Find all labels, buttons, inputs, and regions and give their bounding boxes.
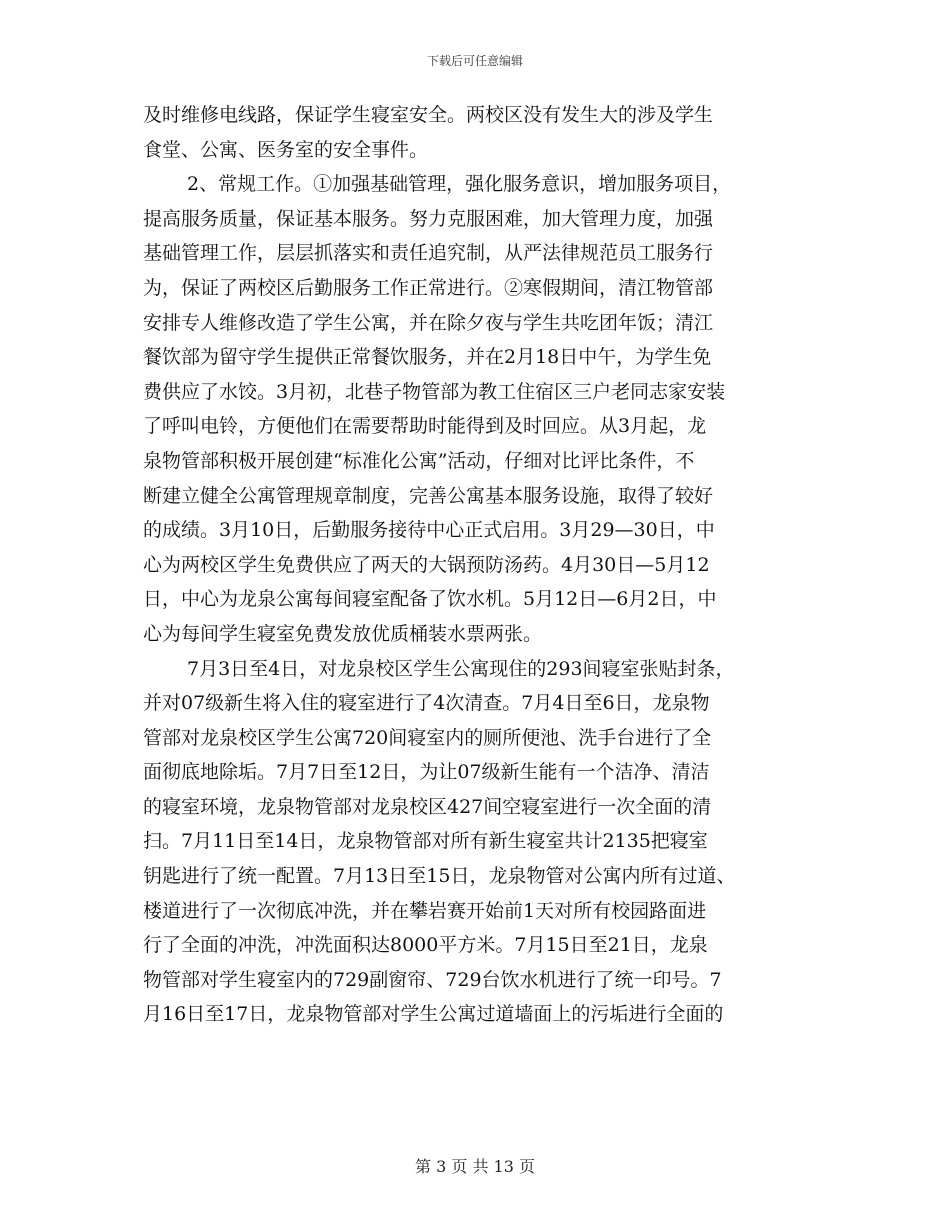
paragraph [143,652,813,1033]
text-line: 楼道进行了一次彻底冲洗，并在攀岩赛开始前1天对所有校园路面进 [143,899,707,922]
text-line: 了呼叫电铃，方便他们在需要帮助时能得到及时回应。从3月起，龙 [143,415,707,438]
text-line: 的成绩。3月10日，后勤服务接待中心正式启用。3月29—30日，中 [143,519,715,542]
text-line: 泉物管部积极开展创建“标准化公寓”活动，仔细对比评比条件，不 [143,449,695,472]
text-line: 2、常规工作。①加强基础管理，强化服务意识，增加服务项目， [187,173,732,196]
text-line: 提高服务质量，保证基本服务。努力克服困难，加大管理力度，加强 [143,207,714,230]
text-line: 日，中心为龙泉公寓每间寝室配备了饮水机。5月12日—6月2日，中 [143,588,717,611]
text-line: 行了全面的冲洗，冲洗面积达8000平方米。7月15日至21日，龙泉 [143,934,708,957]
text-line: 扫。7月11日至14日，龙泉物管部对所有新生寝室共计2135把寝室 [143,830,708,853]
text-line: 的寝室环境，龙泉物管部对龙泉校区427间空寝室进行一次全面的清 [143,795,712,818]
text-line: 断建立健全公寓管理规章制度，完善公寓基本服务设施，取得了较好 [143,484,714,507]
paragraph [143,167,813,651]
text-line: 及时维修电线路，保证学生寝室安全。两校区没有发生大的涉及学生 [143,104,714,126]
text-line: 7月3日至4日，对龙泉校区学生公寓现住的293间寝室张贴封条， [187,657,735,680]
text-line: 面彻底地除垢。7月7日至12日，为让07级新生能有一个洁净、清洁 [143,761,710,784]
text-line: 食堂、公寓、医务室的安全事件。 [143,138,429,161]
text-line: 心为每间学生寝室免费发放优质桶装水票两张。 [143,622,543,645]
text-line: 基础管理工作，层层抓落实和责任追究制，从严法律规范员工服务行 [143,242,714,265]
text-line: 安排专人维修改造了学生公寓，并在除夕夜与学生共吃团年饭；清江 [143,311,714,334]
text-line: 餐饮部为留守学生提供正常餐饮服务，并在2月18日中午，为学生免 [143,346,712,369]
text-line: 为，保证了两校区后勤服务工作正常进行。②寒假期间，清江物管部 [143,276,714,299]
text-line: 费供应了水饺。3月初，北巷子物管部为教工住宿区三户老同志家安装 [143,380,726,403]
text-line: 物管部对学生寝室内的729副窗帘、729台饮水机进行了统一印号。7 [143,968,722,991]
page-header-note: 下载后可任意编辑 [426,54,523,68]
paragraph [143,98,813,167]
document-body [143,98,813,1032]
text-line: 钥匙进行了统一配置。7月13日至15日，龙泉物管对公寓内所有过道、 [143,865,736,888]
text-line: 心为两校区学生免费供应了两天的大锅预防汤药。4月30日—5月12 [143,553,710,576]
text-line: 月16日至17日，龙泉物管部对学生公寓过道墙面上的污垢进行全面的 [143,1003,724,1026]
text-line: 管部对龙泉校区学生公寓720间寝室内的厕所便池、洗手台进行了全 [143,726,712,749]
page-number-footer: 第 3 页 共 13 页 [415,1157,535,1176]
text-line: 并对07级新生将入住的寝室进行了4次清查。7月4日至6日，龙泉物 [143,692,710,715]
